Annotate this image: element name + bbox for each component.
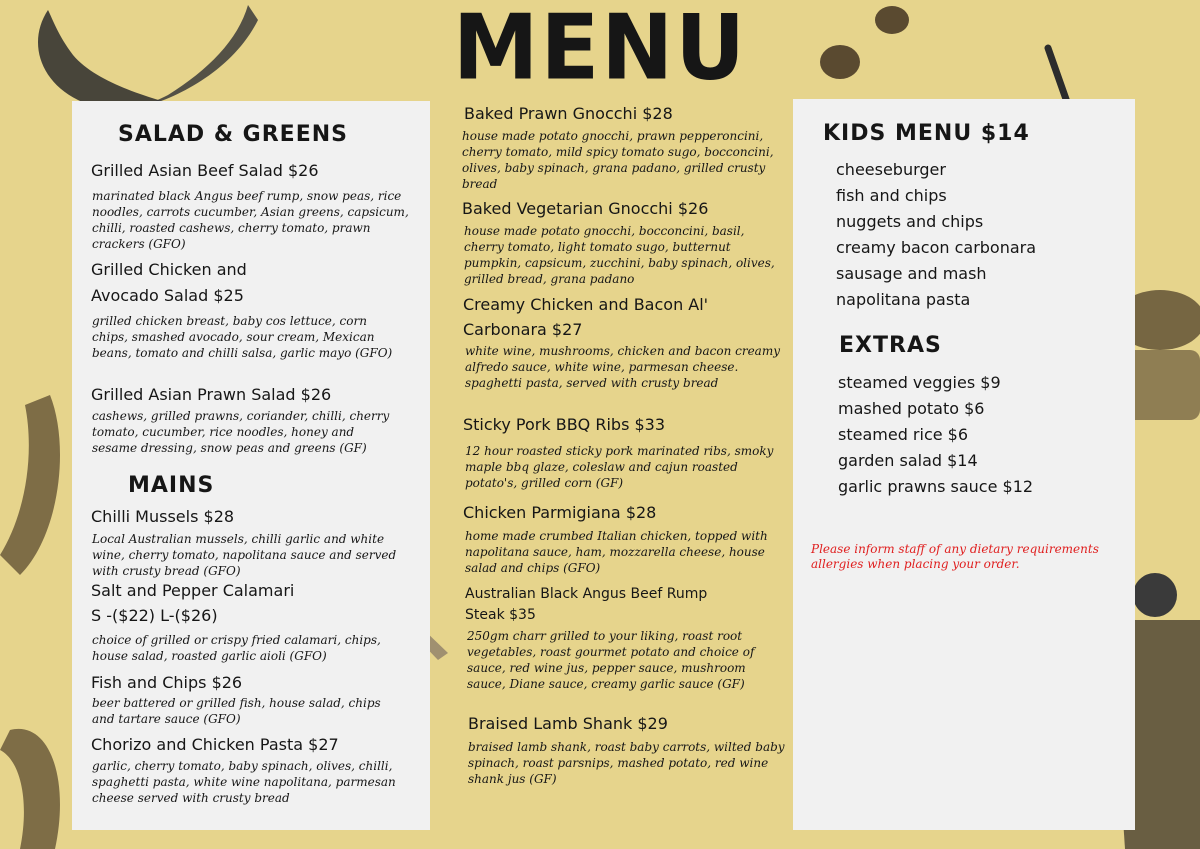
menu-item-name: Carbonara $27 — [463, 320, 583, 339]
menu-item-name: Fish and Chips $26 — [91, 673, 243, 692]
menu-item-desc: house made potato gnocchi, prawn pepperoncini, cherry tomato, mild spicy tomato sugo, bocconcini, olives, baby spinach, grana padano, grilled crusty bread — [462, 129, 774, 191]
list-item: garlic prawns sauce $12 — [838, 477, 1034, 496]
menu-item-desc: Local Australian mussels, chilli garlic and white wine, cherry tomato, napolitana sauce and served with crusty bread (GFO) — [92, 532, 397, 578]
menu-item-name: Chilli Mussels $28 — [91, 507, 235, 526]
extras-heading: EXTRAS — [839, 333, 942, 358]
menu-item-desc: choice of grilled or crispy fried calamari, chips, house salad, roasted garlic aioli (GFO) — [92, 633, 381, 663]
menu-title: MENU — [452, 0, 748, 101]
menu-item-name: Chorizo and Chicken Pasta $27 — [91, 735, 339, 754]
menu-item-desc: 250gm charr grilled to your liking, roast root vegetables, roast gourmet potato and choice of sauce, red wine jus, pepper sauce, mushroom sauce, Diane sauce, creamy garlic sauce (GF) — [467, 629, 755, 691]
mains-heading: MAINS — [128, 473, 215, 498]
menu-item-name: Avocado Salad $25 — [91, 286, 244, 305]
menu-item-name: Australian Black Angus Beef Rump — [465, 586, 708, 602]
menu-item-name: Baked Vegetarian Gnocchi $26 — [462, 199, 709, 218]
menu-item-desc: house made potato gnocchi, bocconcini, basil, cherry tomato, light tomato sugo, butternut pumpkin, capsicum, zucchini, baby spinach, olives, grilled bread, grana padano — [464, 224, 775, 286]
menu-item-desc: garlic, cherry tomato, baby spinach, olives, chilli, spaghetti pasta, white wine napolitana, parmesan cheese served with crusty bread — [92, 759, 396, 805]
kids-list — [836, 157, 1036, 313]
menu-item-name: Grilled Asian Prawn Salad $26 — [91, 385, 332, 404]
menu-item-name: Chicken Parmigiana $28 — [463, 503, 657, 522]
menu-item-desc: cashews, grilled prawns, coriander, chilli, cherry tomato, cucumber, rice noodles, honey and sesame dressing, snow peas and greens (GF) — [92, 409, 390, 455]
sausage-icon — [0, 385, 72, 585]
menu-item-name: S -($22) L-($26) — [91, 606, 218, 625]
kids-heading: KIDS MENU $14 — [823, 121, 1030, 146]
dietary-note: Please inform staff of any dietary requirements allergies when placing your order. — [811, 542, 1099, 571]
extras-list — [838, 370, 1033, 500]
hazelnut-icon — [810, 0, 920, 100]
menu-item-desc: white wine, mushrooms, chicken and bacon creamy alfredo sauce, white wine, parmesan cheese. spaghetti pasta, served with crusty bread — [465, 344, 780, 390]
menu-item-desc: 12 hour roasted sticky pork marinated ribs, smoky maple bbq glaze, coleslaw and cajun roasted potato's, grilled corn (GF) — [465, 444, 774, 490]
menu-item-name: Grilled Chicken and — [91, 260, 247, 279]
menu-item-name: Creamy Chicken and Bacon Al' — [463, 295, 709, 314]
menu-item-name: Braised Lamb Shank $29 — [468, 714, 668, 733]
list-item: napolitana pasta — [836, 290, 971, 309]
list-item: sausage and mash — [836, 264, 987, 283]
list-item: fish and chips — [836, 186, 947, 205]
menu-item-desc: grilled chicken breast, baby cos lettuce, corn chips, smashed avocado, sour cream, Mexican beans, tomato and chilli salsa, garlic mayo (GFO) — [92, 314, 393, 360]
list-item: mashed potato $6 — [838, 399, 985, 418]
menu-item-desc: home made crumbed Italian chicken, topped with napolitana sauce, ham, mozzarella cheese, house salad and chips (GFO) — [465, 529, 768, 575]
sausage-icon — [0, 720, 80, 849]
list-item: creamy bacon carbonara — [836, 238, 1037, 257]
menu-item-name: Sticky Pork BBQ Ribs $33 — [463, 415, 666, 434]
list-item: steamed rice $6 — [838, 425, 969, 444]
salad-heading: SALAD & GREENS — [118, 122, 348, 147]
list-item: steamed veggies $9 — [838, 373, 1001, 392]
list-item: cheeseburger — [836, 160, 946, 179]
list-item: nuggets and chips — [836, 212, 984, 231]
menu-item-name: Salt and Pepper Calamari — [91, 581, 295, 600]
menu-item-name: Baked Prawn Gnocchi $28 — [464, 104, 673, 123]
menu-item-name: Steak $35 — [465, 607, 536, 623]
menu-item-name: Grilled Asian Beef Salad $26 — [91, 161, 319, 180]
menu-item-desc: beer battered or grilled fish, house salad, chips and tartare sauce (GFO) — [92, 696, 381, 726]
list-item: garden salad $14 — [838, 451, 978, 470]
menu-item-desc: marinated black Angus beef rump, snow peas, rice noodles, carrots cucumber, Asian greens, capsicum, chilli, roasted cashews, cherry tomato, prawn crackers (GFO) — [92, 189, 409, 251]
menu-item-desc: braised lamb shank, roast baby carrots, wilted baby spinach, roast parsnips, mashed potato, red wine shank jus (GF) — [468, 740, 785, 786]
